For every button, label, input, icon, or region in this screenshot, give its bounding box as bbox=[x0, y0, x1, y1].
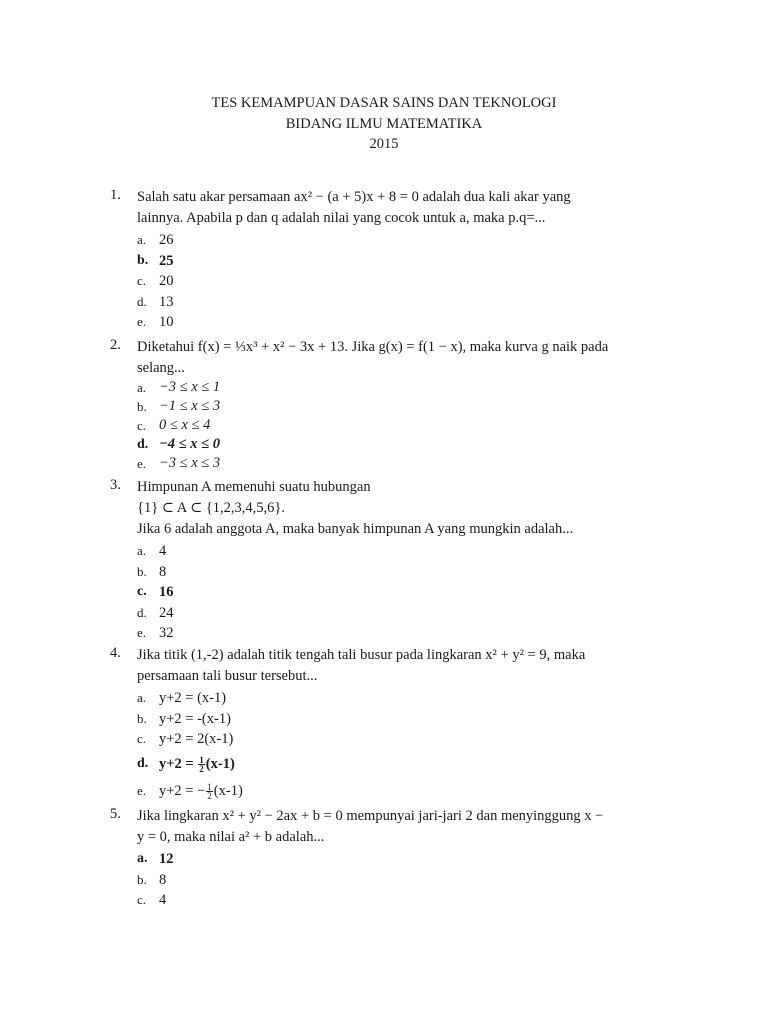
question-text-line: Salah satu akar persamaan ax² − (a + 5)x + 8 = 0 adalah dua kali akar yang bbox=[137, 189, 571, 205]
question-text-line: lainnya. Apabila p dan q adalah nilai yang cocok untuk a, maka p.q=... bbox=[137, 210, 546, 226]
option-label: a. bbox=[137, 690, 147, 705]
option-text: 24 bbox=[159, 604, 174, 621]
option-d bbox=[137, 435, 678, 454]
fraction: $\frac{1}{2}$ bbox=[199, 754, 204, 774]
option-label: c. bbox=[137, 584, 147, 600]
option-text: 10 bbox=[159, 314, 174, 331]
option-text: 0 ≤ x ≤ 4 bbox=[159, 417, 211, 433]
option-a bbox=[137, 849, 678, 870]
option-e bbox=[137, 778, 678, 804]
option-label: e. bbox=[137, 314, 147, 330]
option-text: −4 ≤ x ≤ 0 bbox=[159, 436, 220, 452]
option-text: y+2 = $\frac{1}{2}$ (x-1) bbox=[159, 754, 235, 774]
option-text: y+2 = -(x-1) bbox=[159, 710, 231, 727]
option-text: y+2 = (x-1) bbox=[159, 690, 227, 706]
option-label: b. bbox=[137, 399, 147, 414]
option-label: c. bbox=[137, 892, 147, 908]
option-text: y+2 = 2(x-1) bbox=[159, 731, 234, 748]
option-text: 16 bbox=[159, 584, 174, 601]
question-text-line: Himpunan A memenuhi suatu hubungan bbox=[137, 479, 371, 495]
option-d bbox=[137, 750, 678, 778]
option-label: d. bbox=[137, 293, 147, 309]
option-label: e. bbox=[137, 782, 147, 798]
option-label: c. bbox=[137, 731, 147, 747]
option-a bbox=[137, 378, 678, 397]
option-b bbox=[137, 870, 678, 891]
option-c bbox=[137, 271, 678, 292]
option-label: b. bbox=[137, 871, 147, 887]
option-text: 20 bbox=[159, 273, 174, 290]
option-text: −1 ≤ x ≤ 3 bbox=[159, 398, 221, 414]
question-text-line: Diketahui f(x) = ⅓x³ + x² − 3x + 13. Jika g(x) = f(1 − x), maka kurva g naik pada bbox=[137, 339, 609, 355]
question-text-line: Jika titik (1,-2) adalah titik tengah tali busur pada lingkaran x² + y² = 9, maka bbox=[137, 647, 586, 663]
question-text-line: y = 0, maka nilai a² + b adalah... bbox=[137, 829, 325, 845]
option-label: a. bbox=[137, 380, 147, 395]
option-b bbox=[137, 709, 678, 730]
question-text-line: Jika 6 adalah anggota A, maka banyak himpunan A yang mungkin adalah... bbox=[137, 521, 574, 537]
option-c bbox=[137, 582, 678, 603]
option-c bbox=[137, 416, 678, 435]
header-year: 2015 bbox=[369, 136, 399, 152]
option-text: −3 ≤ x ≤ 1 bbox=[159, 379, 221, 395]
question-text-line: persamaan tali busur tersebut... bbox=[137, 668, 318, 684]
option-e bbox=[137, 623, 678, 644]
fraction: $\frac{1}{2}$ bbox=[207, 781, 212, 801]
option-label: d. bbox=[137, 755, 149, 771]
question-number: 5. bbox=[110, 806, 121, 822]
option-text: 12 bbox=[159, 851, 174, 867]
option-e bbox=[137, 312, 678, 333]
option-text: 32 bbox=[159, 625, 174, 642]
option-a bbox=[137, 688, 678, 709]
option-label: d. bbox=[137, 604, 147, 620]
question-text-line: {1} ⊂ A ⊂ {1,2,3,4,5,6}. bbox=[137, 500, 286, 516]
option-text: 8 bbox=[159, 563, 167, 580]
option-b bbox=[137, 397, 678, 416]
option-label: e. bbox=[137, 625, 147, 641]
option-text: 25 bbox=[159, 252, 174, 269]
option-text: 8 bbox=[159, 871, 167, 888]
question-text-line: Jika lingkaran x² + y² − 2ax + b = 0 mempunyai jari-jari 2 dan menyinggung x − bbox=[137, 808, 604, 824]
option-d bbox=[137, 292, 678, 313]
option-a bbox=[137, 230, 678, 251]
question-4 bbox=[110, 645, 678, 804]
option-text: 13 bbox=[159, 293, 174, 310]
option-label: b. bbox=[137, 563, 147, 579]
option-text: −3 ≤ x ≤ 3 bbox=[159, 455, 221, 471]
question-number: 1. bbox=[110, 187, 121, 203]
option-label: d. bbox=[137, 437, 149, 452]
option-label: c. bbox=[137, 418, 147, 433]
option-c bbox=[137, 729, 678, 750]
question-5 bbox=[110, 806, 678, 911]
option-text: y+2 = − $\frac{1}{2}$ (x-1) bbox=[159, 781, 243, 801]
option-c bbox=[137, 890, 678, 911]
option-text: 26 bbox=[159, 232, 174, 248]
option-label: c. bbox=[137, 273, 147, 289]
option-e bbox=[137, 454, 678, 473]
option-d bbox=[137, 603, 678, 624]
option-b bbox=[137, 562, 678, 583]
option-a bbox=[137, 541, 678, 562]
option-text: 4 bbox=[159, 543, 167, 559]
question-3 bbox=[110, 477, 678, 644]
question-number: 2. bbox=[110, 337, 121, 353]
option-label: a. bbox=[137, 232, 147, 247]
option-b bbox=[137, 251, 678, 272]
question-number: 4. bbox=[110, 645, 121, 661]
question-text-line: selang... bbox=[137, 360, 185, 376]
option-label: b. bbox=[137, 710, 147, 726]
header-subtitle: BIDANG ILMU MATEMATIKA bbox=[285, 115, 483, 132]
option-label: e. bbox=[137, 456, 147, 471]
document-header bbox=[0, 93, 768, 155]
question-number: 3. bbox=[110, 477, 121, 493]
option-label: a. bbox=[137, 851, 148, 866]
question-1 bbox=[110, 187, 678, 333]
header-title: TES KEMAMPUAN DASAR SAINS DAN TEKNOLOGI bbox=[211, 95, 557, 111]
option-label: a. bbox=[137, 543, 147, 558]
option-label: b. bbox=[137, 252, 149, 268]
option-text: 4 bbox=[159, 892, 167, 909]
question-2 bbox=[110, 337, 678, 473]
